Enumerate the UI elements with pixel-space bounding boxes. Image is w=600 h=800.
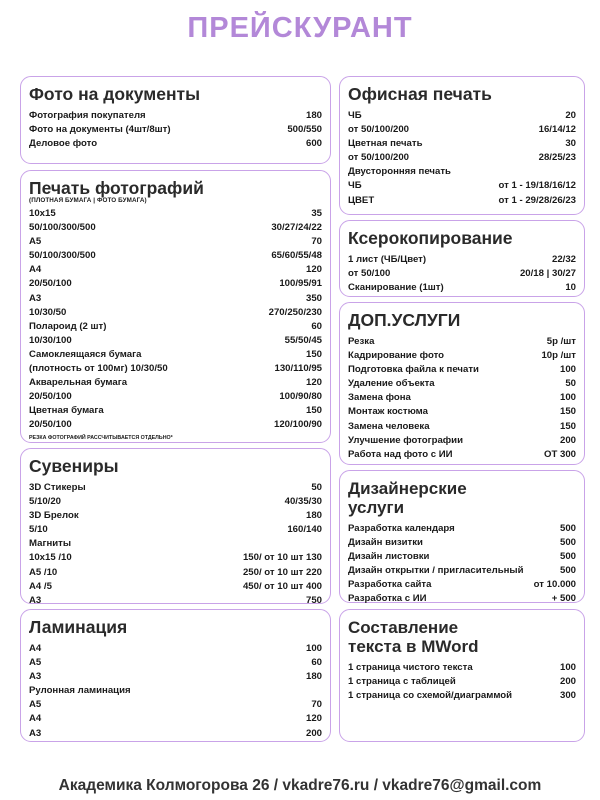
item-price: от 1 - 29/28/26/23 (498, 194, 576, 206)
price-row (348, 420, 576, 434)
item-label: А4 /5 (29, 580, 52, 592)
item-label: Кадрирование фото (348, 350, 444, 362)
item-label: А3 (29, 292, 42, 304)
price-row (348, 194, 576, 208)
card-text-composition (339, 609, 585, 742)
card-documents (20, 76, 331, 164)
price-row (29, 670, 322, 684)
footer-contacts: Академика Колмогорова 26 / vkadre76.ru / vkadre76@gmail.com (58, 777, 542, 794)
price-row (348, 253, 576, 267)
item-price: 10р /шт (541, 350, 576, 362)
price-row (29, 348, 322, 362)
item-price: + 500 (551, 593, 576, 605)
item-price: 65/60/55/48 (271, 250, 322, 262)
price-row (348, 564, 576, 578)
item-label: Разработка сайта (348, 579, 432, 591)
price-row (348, 151, 576, 165)
item-label: Рулонная ламинация (29, 685, 131, 697)
item-price: 500/550 (287, 124, 322, 136)
price-row (348, 165, 576, 179)
item-price: 30 (565, 138, 576, 150)
item-price: 150/ от 10 шт 130 (242, 552, 322, 564)
section-title (348, 618, 576, 656)
price-row (348, 405, 576, 419)
price-row (29, 594, 322, 608)
item-price: 350 (305, 292, 322, 304)
price-row (29, 698, 322, 712)
price-row (348, 661, 576, 675)
item-label: 10/30/100 (29, 334, 72, 346)
item-label: Улучшение фотографии (348, 434, 463, 446)
price-row (29, 566, 322, 580)
item-label: Деловое фото (29, 138, 98, 150)
price-row (29, 656, 322, 670)
item-price: 20/18 | 30/27 (519, 268, 576, 280)
item-label: 20/50/100 (29, 391, 72, 403)
item-label: 1 страница чистого текста (348, 662, 473, 673)
item-label: от 50/100 (348, 268, 391, 280)
item-price: 50 (565, 378, 576, 390)
price-row (348, 179, 576, 193)
price-row (29, 495, 322, 509)
price-row (29, 207, 322, 221)
item-label: А5 (29, 236, 42, 248)
card-copying (339, 220, 585, 297)
item-price: 200 (305, 727, 322, 739)
item-label: А3 (29, 727, 42, 739)
item-label: А5 (29, 699, 42, 711)
item-label: Замена фона (348, 392, 411, 404)
section-title: Офисная печать (348, 84, 492, 104)
item-price: 100 (559, 364, 576, 376)
item-price: 30/27/24/22 (271, 222, 322, 234)
item-label: Двусторонняя печать (348, 166, 451, 178)
item-label: Разработка календаря (348, 523, 455, 534)
price-row (29, 404, 322, 418)
price-row (348, 689, 576, 703)
item-label: 10x15 (29, 208, 56, 219)
card-photo-print (20, 170, 331, 443)
item-price: 60 (311, 320, 322, 332)
item-price: 120 (305, 377, 322, 389)
item-price: 50 (311, 482, 322, 493)
price-row (348, 675, 576, 689)
item-price: 500 (559, 537, 576, 549)
item-label: Подготовка файла к печати (348, 364, 479, 376)
item-price: 300 (559, 690, 576, 702)
price-row (348, 281, 576, 295)
price-row (348, 592, 576, 606)
item-label: 10/30/50 (29, 306, 67, 318)
item-price: 35 (311, 208, 322, 219)
item-price: 40/35/30 (284, 496, 322, 508)
item-price: 500 (559, 565, 576, 577)
item-price: 500 (559, 523, 576, 534)
item-price: 100 (305, 643, 322, 654)
price-row (29, 418, 322, 432)
price-row (348, 578, 576, 592)
price-list (348, 109, 576, 208)
item-label: (плотность от 100мг) 10/30/50 (29, 363, 168, 375)
item-price: 70 (311, 236, 322, 248)
item-price: 150 (559, 420, 576, 432)
item-price: 180 (305, 671, 322, 683)
price-row (348, 536, 576, 550)
item-price: 120/100/90 (273, 419, 322, 431)
item-price: 120 (305, 264, 322, 276)
section-title: Ксерокопирование (348, 228, 513, 248)
item-price: 55/50/45 (284, 334, 322, 346)
price-row (29, 509, 322, 523)
item-label: 50/100/300/500 (29, 250, 96, 262)
price-row (29, 221, 322, 235)
item-label: А4 (29, 643, 42, 654)
item-label: 5/10 (29, 524, 48, 536)
item-label: 1 страница с таблицей (348, 676, 456, 688)
item-label: Дизайн листовки (348, 551, 430, 563)
item-label: от 50/100/200 (348, 152, 410, 164)
item-price: 200 (559, 434, 576, 446)
item-price: 180 (305, 110, 322, 121)
section-title: Ламинация (29, 617, 128, 637)
price-row (29, 376, 322, 390)
item-label: Резка (348, 336, 375, 347)
page-title: ПРЕЙСКУРАНТ (187, 12, 413, 44)
price-list (348, 335, 576, 462)
item-label: 3D Брелок (29, 510, 79, 522)
price-row (348, 109, 576, 123)
item-label: 3D Стикеры (29, 482, 86, 493)
item-label: А3 (29, 594, 42, 606)
price-row (29, 712, 322, 726)
section-title-line: Дизайнерские (348, 479, 467, 498)
item-label: А5 /10 (29, 566, 58, 578)
item-label: 5/10/20 (29, 496, 62, 508)
item-label: Магниты (29, 538, 72, 550)
item-label: Удаление объекта (348, 378, 435, 390)
item-price: 180 (305, 510, 322, 522)
item-label: Цветная печать (348, 138, 423, 150)
section-title-line: Составление (348, 618, 459, 637)
item-label: Самоклеящаяся бумага (29, 348, 142, 360)
item-label: Дизайн открытки / пригласительный (348, 565, 524, 577)
price-row (348, 335, 576, 349)
card-office-print (339, 76, 585, 215)
price-list (29, 481, 322, 608)
item-price: от 1 - 19/18/16/12 (498, 180, 576, 192)
item-label: Цветная бумага (29, 405, 104, 417)
price-row (29, 235, 322, 249)
item-price: 500 (559, 551, 576, 563)
item-label: Сканирование (1шт) (348, 282, 444, 294)
price-row (348, 448, 576, 462)
item-label: Замена человека (348, 420, 430, 432)
price-row (29, 481, 322, 495)
item-price: 160/140 (287, 524, 322, 536)
item-label: ЦВЕТ (348, 194, 375, 206)
item-price: 60 (311, 657, 322, 669)
card-souvenirs (20, 448, 331, 604)
item-price: 100/90/80 (279, 391, 322, 403)
item-price: 5р /шт (546, 336, 576, 347)
item-label: 50/100/300/500 (29, 222, 96, 234)
price-row (29, 306, 322, 320)
price-row (348, 434, 576, 448)
item-price: 130/110/95 (274, 363, 322, 375)
item-label: 1 лист (ЧБ/Цвет) (348, 254, 427, 265)
item-label: А5 (29, 657, 42, 669)
price-list (29, 207, 322, 433)
item-label: Фотография покупателя (29, 110, 146, 121)
item-label: ЧБ (348, 180, 362, 192)
item-price: 22/32 (551, 254, 576, 265)
item-label: 20/50/100 (29, 419, 72, 431)
price-row (29, 123, 322, 137)
section-title: ДОП.УСЛУГИ (348, 310, 461, 330)
item-price: 10 (565, 282, 576, 294)
price-row (348, 267, 576, 281)
price-row (29, 537, 322, 551)
item-label: 20/50/100 (29, 278, 72, 290)
price-row (29, 109, 322, 123)
price-list (348, 253, 576, 295)
item-label: 1 страница со схемой/диаграммой (348, 690, 513, 702)
price-list (348, 522, 576, 607)
section-title: Сувениры (29, 456, 119, 476)
section-title-line: текста в MWord (348, 637, 479, 656)
price-row (29, 320, 322, 334)
item-label: А4 (29, 713, 42, 725)
price-row (348, 377, 576, 391)
price-row (29, 362, 322, 376)
price-row (29, 523, 322, 537)
item-price: 28/25/23 (538, 152, 576, 164)
card-design-services (339, 470, 585, 603)
item-label: ЧБ (348, 110, 362, 121)
item-label: от 50/100/200 (348, 124, 410, 136)
item-label: Дизайн визитки (348, 537, 423, 549)
price-row (29, 249, 322, 263)
section-title: Печать фотографий (29, 178, 204, 198)
price-row (348, 123, 576, 137)
item-label: Разработка с ИИ (348, 593, 427, 605)
card-extra-services (339, 302, 585, 465)
price-row (29, 551, 322, 565)
item-price: от 10.000 (533, 579, 576, 591)
item-price: 150 (305, 348, 322, 360)
price-row (29, 334, 322, 348)
price-row (29, 727, 322, 741)
item-price: 450/ от 10 шт 400 (242, 580, 322, 592)
item-price: 250/ от 10 шт 220 (242, 566, 322, 578)
price-list (29, 109, 322, 151)
item-label: А4 (29, 264, 42, 276)
price-row (348, 550, 576, 564)
item-label: 10x15 /10 (29, 552, 72, 564)
price-row (29, 642, 322, 656)
item-price: 100/95/91 (279, 278, 322, 290)
item-price: 16/14/12 (538, 124, 576, 136)
item-price: 750 (305, 594, 322, 606)
price-list (348, 661, 576, 703)
item-price: 100 (559, 392, 576, 404)
price-row (29, 292, 322, 306)
item-price: 270/250/230 (268, 306, 322, 318)
section-subtitle: (ПЛОТНАЯ БУМАГА | ФОТО БУМАГА) (29, 197, 147, 204)
item-label: Работа над фото с ИИ (348, 448, 453, 460)
section-title-line: услуги (348, 498, 405, 517)
item-label: А3 (29, 671, 42, 683)
item-label: Фото на документы (4шт/8шт) (29, 124, 171, 136)
price-row (29, 277, 322, 291)
price-row (348, 522, 576, 536)
item-label: Полароид (2 шт) (29, 320, 107, 332)
item-label: Монтаж костюма (348, 406, 428, 418)
item-price: 600 (305, 138, 322, 150)
item-price: 100 (559, 662, 576, 673)
item-price: 20 (565, 110, 576, 121)
price-row (348, 363, 576, 377)
price-row (29, 684, 322, 698)
price-row (348, 137, 576, 151)
footnote: РЕЗКА ФОТОГРАФИЙ РАССЧИТЫВАЕТСЯ ОТДЕЛЬНО* (29, 434, 173, 441)
item-price: 150 (559, 406, 576, 418)
price-list (29, 642, 322, 741)
price-row (29, 580, 322, 594)
item-price: 200 (559, 676, 576, 688)
price-row (29, 390, 322, 404)
item-price: 70 (311, 699, 322, 711)
section-title (348, 479, 576, 517)
item-price: 120 (305, 713, 322, 725)
item-price: ОТ 300 (544, 448, 576, 460)
price-row (348, 349, 576, 363)
price-row (29, 137, 322, 151)
price-row (29, 263, 322, 277)
item-price: 150 (305, 405, 322, 417)
price-row (348, 391, 576, 405)
item-label: Акварельная бумага (29, 377, 128, 389)
card-lamination (20, 609, 331, 742)
section-title: Фото на документы (29, 84, 201, 104)
